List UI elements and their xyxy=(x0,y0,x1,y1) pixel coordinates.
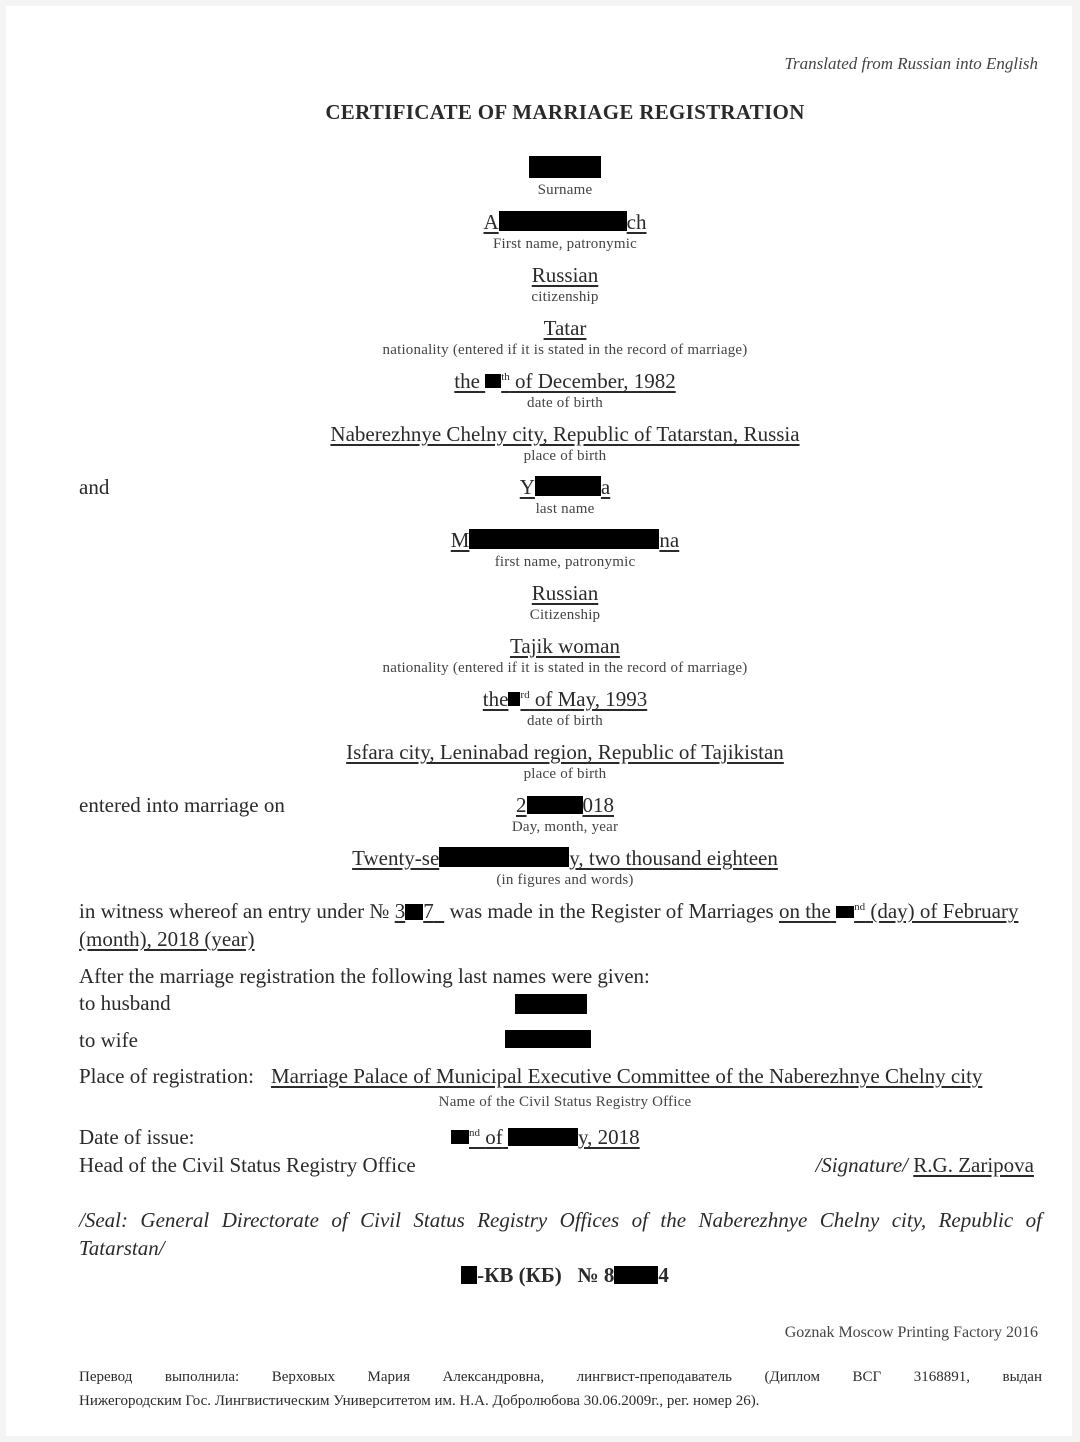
redaction-block xyxy=(527,796,583,814)
redaction-block xyxy=(614,1266,658,1284)
wife-citizenship: Russian xyxy=(531,581,599,605)
serial-number: -КВ (КБ) № 8 4 xyxy=(6,1263,1080,1288)
redaction-block xyxy=(485,374,501,388)
marriage-date: 2 018 xyxy=(516,793,614,817)
redaction-block xyxy=(405,904,423,920)
marriage-label: entered into marriage on xyxy=(79,793,285,817)
translator-line-2: Нижегородским Гос. Лингвистическим Университетом им. Н.А. Добролюбова 30.06.2009г., рег. номер 26). xyxy=(79,1393,760,1409)
seal-line-2: Tatarstan/ xyxy=(79,1236,165,1260)
husband-dob-caption: date of birth xyxy=(527,395,603,411)
wife-last-name: Y a xyxy=(519,475,611,499)
redaction-block xyxy=(515,994,587,1014)
wife-nationality-caption: nationality (entered if it is stated in the record of marriage) xyxy=(382,660,748,676)
marriage-date-words: Twenty-se y, two thousand eighteen xyxy=(352,846,778,870)
certificate-page xyxy=(6,6,1072,1436)
wife-first-name: M na xyxy=(450,528,680,552)
redaction-block xyxy=(469,529,659,549)
wife-nationality: Tajik woman xyxy=(510,634,620,658)
place-caption: Name of the Civil Status Registry Office xyxy=(438,1094,692,1110)
redaction-block xyxy=(505,1030,591,1048)
wife-first-name-caption: first name, patronymic xyxy=(494,554,636,570)
redaction-block xyxy=(499,211,627,231)
issue-label: Date of issue: xyxy=(79,1125,195,1149)
redaction-block xyxy=(461,1266,477,1284)
certificate-title: CERTIFICATE OF MARRIAGE REGISTRATION xyxy=(325,100,805,124)
husband-citizenship-caption: citizenship xyxy=(531,289,599,305)
redaction-block xyxy=(836,906,854,918)
wife-citizenship-caption: Citizenship xyxy=(529,607,601,623)
husband-surname-caption: Surname xyxy=(537,182,593,198)
husband-name-label: to husband xyxy=(79,991,171,1015)
redaction-block xyxy=(508,1128,578,1146)
witness-line-2: (month), 2018 (year) xyxy=(79,927,255,951)
redaction-block xyxy=(439,847,569,867)
place-label: Place of registration: xyxy=(79,1064,254,1088)
wife-dob: the $^{rd}$ of May, 1993 xyxy=(482,687,648,711)
husband-pob-caption: place of birth xyxy=(523,448,607,464)
translation-note: Translated from Russian into English xyxy=(784,54,1038,73)
signature-block: /Signature/ R.G. Zaripova xyxy=(815,1153,1034,1177)
husband-nationality-caption: nationality (entered if it is stated in the record of marriage) xyxy=(382,342,748,358)
husband-surname xyxy=(6,156,1080,181)
marriage-date-words-caption: (in figures and words) xyxy=(496,872,634,888)
redaction-block xyxy=(535,476,601,496)
husband-first-name-caption: First name, patronymic xyxy=(493,236,637,252)
wife-new-name xyxy=(505,1030,591,1051)
redaction-block xyxy=(451,1130,469,1144)
wife-last-name-caption: last name xyxy=(535,501,595,517)
and-label: and xyxy=(79,475,110,499)
redaction-block xyxy=(508,692,520,706)
husband-nationality: Tatar xyxy=(543,316,587,340)
husband-new-name xyxy=(515,994,587,1017)
names-given-intro: After the marriage registration the following last names were given: xyxy=(79,964,650,988)
redaction-block xyxy=(529,156,601,178)
witness-line-1: in witness whereof an entry under № 3 7 was made in the Register of Marriages on the $^{nd}$ (day) of February xyxy=(79,899,1019,923)
place-value: Marriage Palace of Municipal Executive Committee of the Naberezhnye Chelny city xyxy=(271,1064,983,1088)
wife-name-label: to wife xyxy=(79,1028,138,1052)
wife-pob-caption: place of birth xyxy=(523,766,607,782)
husband-citizenship: Russian xyxy=(531,263,599,287)
seal-line-1: /Seal: General Directorate of Civil Status Registry Offices of the Naberezhnye Chelny city, Republic of xyxy=(79,1208,1042,1232)
head-label: Head of the Civil Status Registry Office xyxy=(79,1153,416,1177)
marriage-date-caption: Day, month, year xyxy=(511,819,619,835)
issue-date: $^{nd}$ of y, 2018 xyxy=(451,1125,640,1150)
husband-first-name: A ch xyxy=(483,210,647,234)
husband-dob: the $^{th}$ of December, 1982 xyxy=(454,369,676,393)
husband-pob: Naberezhnye Chelny city, Republic of Tatarstan, Russia xyxy=(330,422,800,446)
wife-dob-caption: date of birth xyxy=(527,713,603,729)
wife-pob: Isfara city, Leninabad region, Republic of Tajikistan xyxy=(346,740,784,764)
translator-line-1: Перевод выполнила: Верховых Мария Александровна, лингвист-преподаватель (Диплом ВСГ 3168891, выдан xyxy=(79,1369,1042,1385)
printer-note: Goznak Moscow Printing Factory 2016 xyxy=(784,1324,1038,1341)
